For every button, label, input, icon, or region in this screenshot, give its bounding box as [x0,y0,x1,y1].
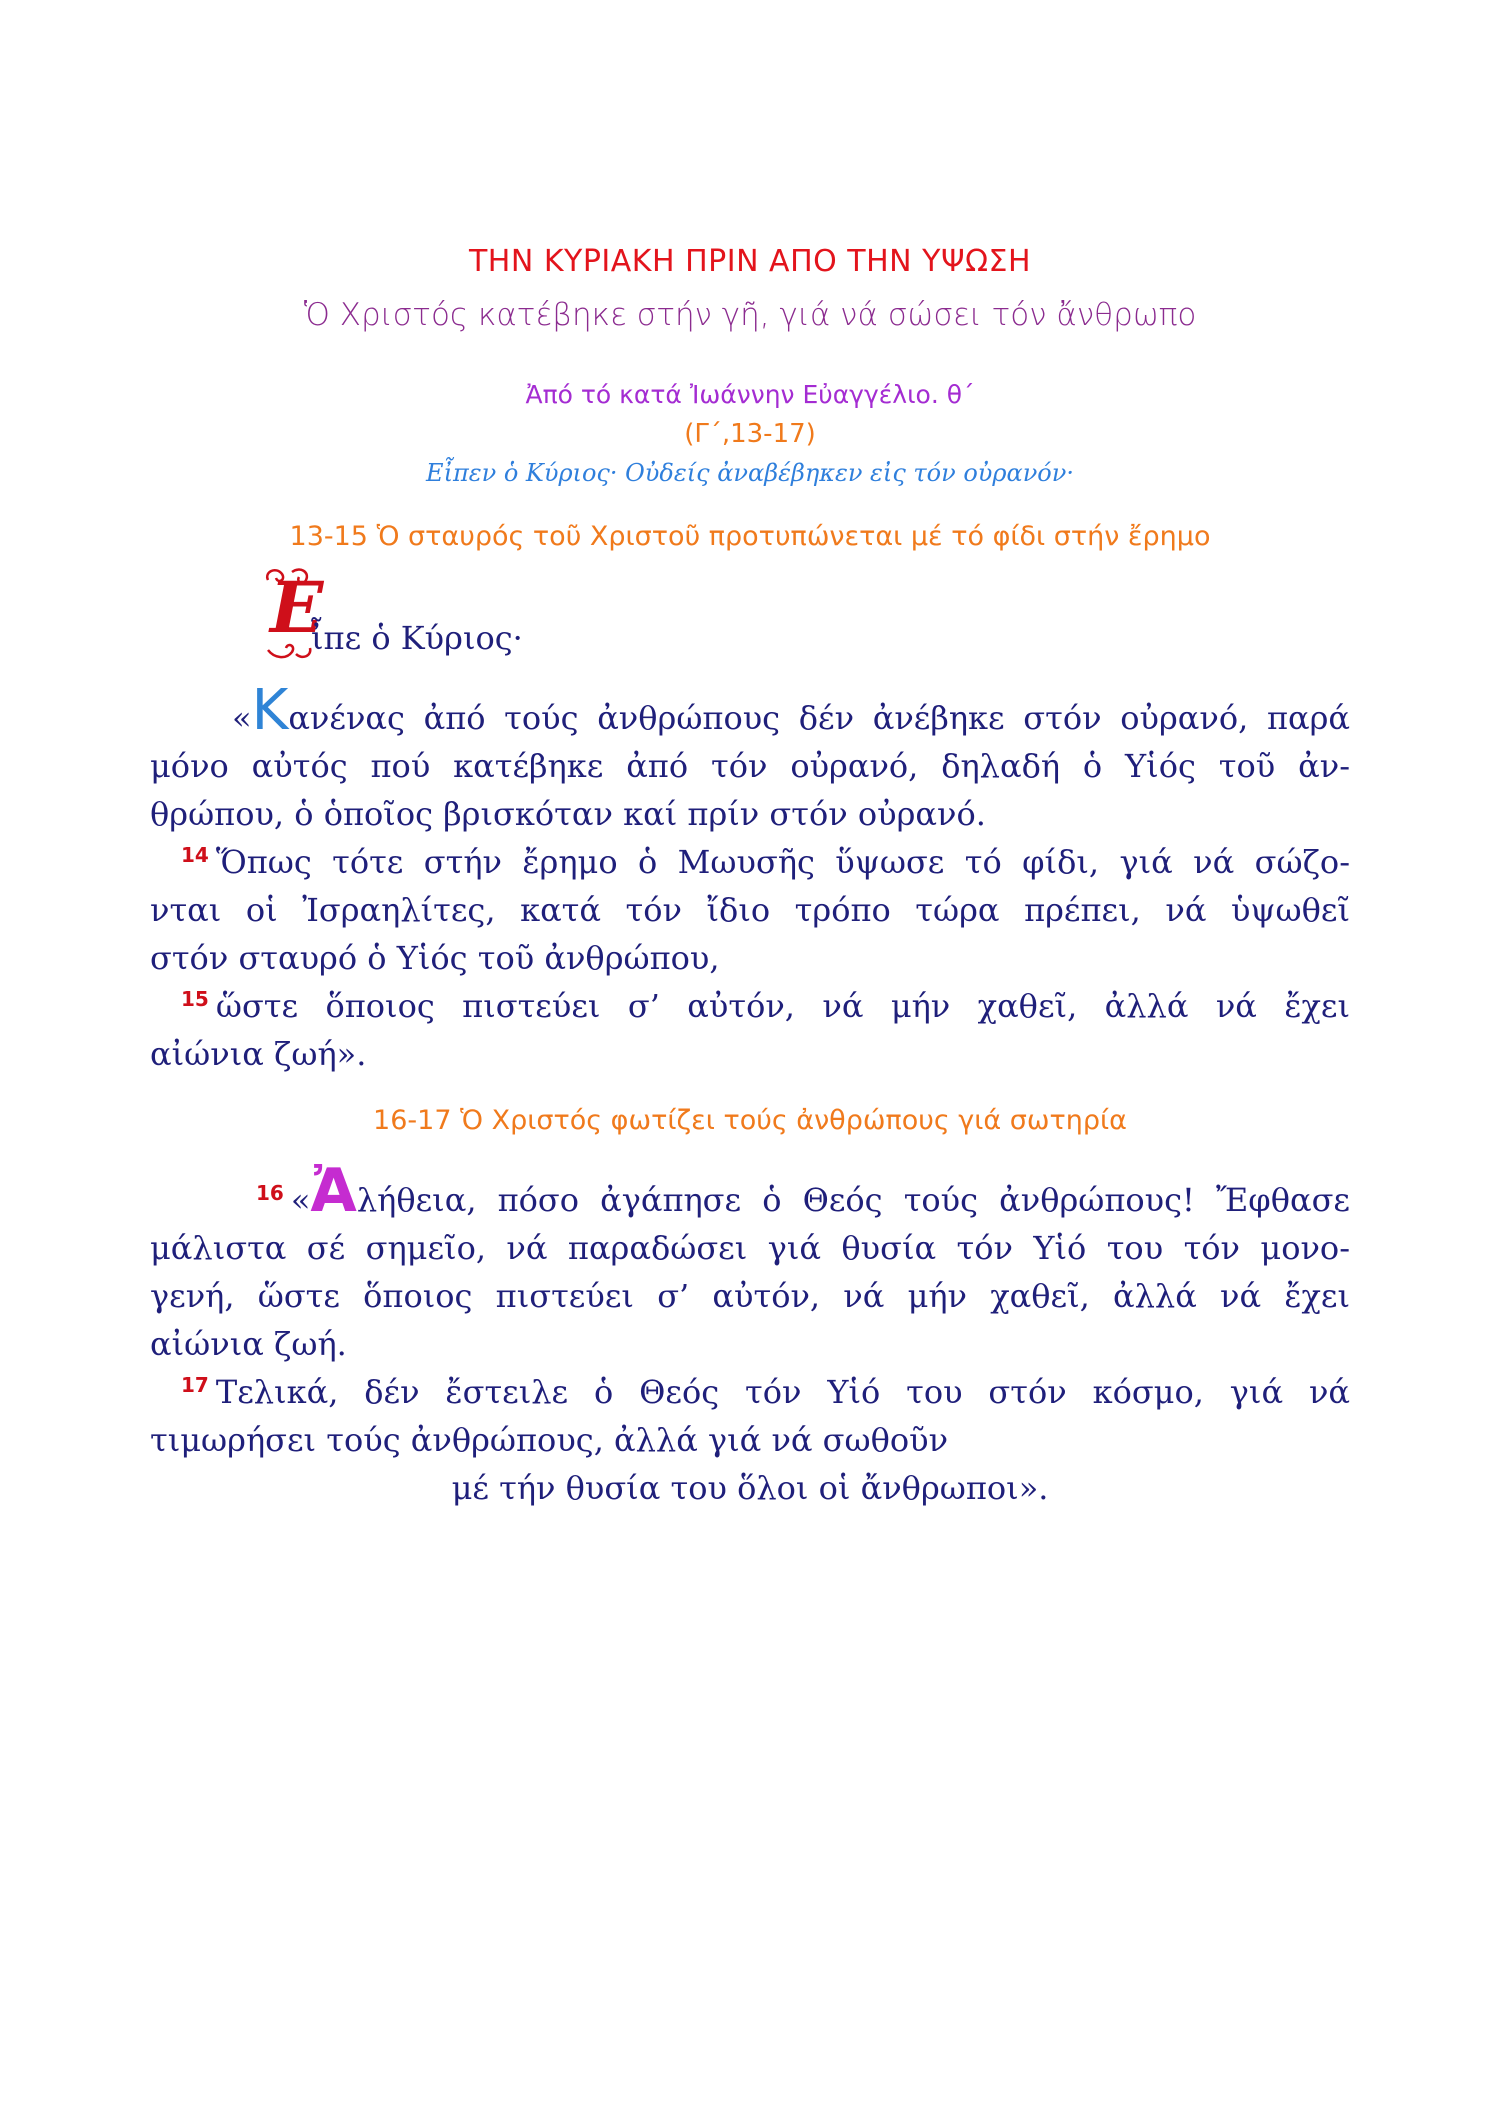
verse-line: αἰώνια ζωή». [150,1035,367,1073]
verse-line [150,838,1350,886]
page-title: ΤΗΝ ΚΥΡΙΑΚΗ ΠΡΙΝ ΑΠΟ ΤΗΝ ΥΨΩΣΗ [468,244,1032,279]
verse-number: 16 [256,1181,284,1205]
open-quote: « [232,699,252,737]
intro-text: ἶπε ὁ Κύριος· [311,619,523,657]
incipit: Εἶπεν ὁ Κύριος· Οὐδείς ἀναβέβηκεν εἰς τόν οὐρανόν· [426,459,1074,487]
gospel-source: Ἀπό τό κατά Ἰωάννην Εὐαγγέλιο. θ΄ [525,380,975,409]
line-text: Ὅπως τότε στήν ἔρημο ὁ Μωυσῆς ὕψωσε τό φίδι, γιά νά σώζο- [215,843,1350,881]
dropcap [262,566,324,662]
verse-line: στόν σταυρό ὁ Υἱός τοῦ ἀνθρώπου, [150,939,720,977]
verse-line [150,982,1350,1030]
section-heading-16-17: 16-17 Ὁ Χριστός φωτίζει τούς ἀνθρώπους γιά σωτηρία [373,1105,1127,1136]
line-text: ανένας ἀπό τούς ἀνθρώπους δέν ἀνέβηκε στόν οὐρανό, παρά [288,699,1350,737]
chapter-reference: (Γ΄,13-17) [684,419,816,449]
section-body-13-15 [150,678,1350,1078]
verse-line [150,1156,1350,1226]
section-body-16-17 [150,1156,1350,1512]
initial-letter: Κ [251,678,289,743]
verse-line: γενή, ὥστε ὅποιος πιστεύει σ’ αὐτόν, νά μήν χαθεῖ, ἀλλά νά ἔχει [150,1277,1350,1315]
page-subtitle: Ὁ Χριστός κατέβηκε στήν γῆ, γιά νά σώσει τόν ἄνθρωπο [303,297,1197,333]
line-text: Τελικά, δέν ἔστειλε ὁ Θεός τόν Υἱό του στόν κόσμο, γιά νά [215,1373,1350,1411]
dropcap-letter: Ε [270,566,324,649]
line-text: λήθεια, πόσο ἀγάπησε ὁ Θεός τούς ἀνθρώπους! Ἔφθασε [356,1181,1350,1219]
paragraph-line: μόνο αὐτός πού κατέβηκε ἀπό τόν οὐρανό, δηλαδή ὁ Υἱός τοῦ ἀν- [150,747,1350,785]
initial-letter: Ἀ [310,1156,357,1226]
verse-line [150,1368,1350,1416]
paragraph-line: θρώπου, ὁ ὁποῖος βρισκόταν καί πρίν στόν οὐρανό. [150,795,986,833]
verse-number: 15 [181,987,209,1011]
closing-line: μέ τήν θυσία του ὅλοι οἱ ἄνθρωποι». [451,1469,1049,1507]
verse-line: τιμωρήσει τούς ἀνθρώπους, ἀλλά γιά νά σωθοῦν [150,1421,949,1459]
verse-number: 14 [181,843,209,867]
open-quote: « [290,1181,311,1219]
line-text: ὥστε ὅποιος πιστεύει σ’ αὐτόν, νά μήν χαθεῖ, ἀλλά νά ἔχει [215,987,1350,1025]
section-heading-13-15: 13-15 Ὁ σταυρός τοῦ Χριστοῦ προτυπώνεται μέ τό φίδι στήν ἔρημο [289,521,1211,552]
verse-line: αἰώνια ζωή. [150,1325,347,1363]
verse-line: νται οἱ Ἰσραηλίτες, κατά τόν ἴδιο τρόπο τώρα πρέπει, νά ὑψωθεῖ [150,891,1350,929]
paragraph-line [150,678,1350,743]
verse-number: 17 [181,1373,209,1397]
verse-line: μάλιστα σέ σημεῖο, νά παραδώσει γιά θυσία τόν Υἱό του τόν μονο- [150,1229,1350,1267]
